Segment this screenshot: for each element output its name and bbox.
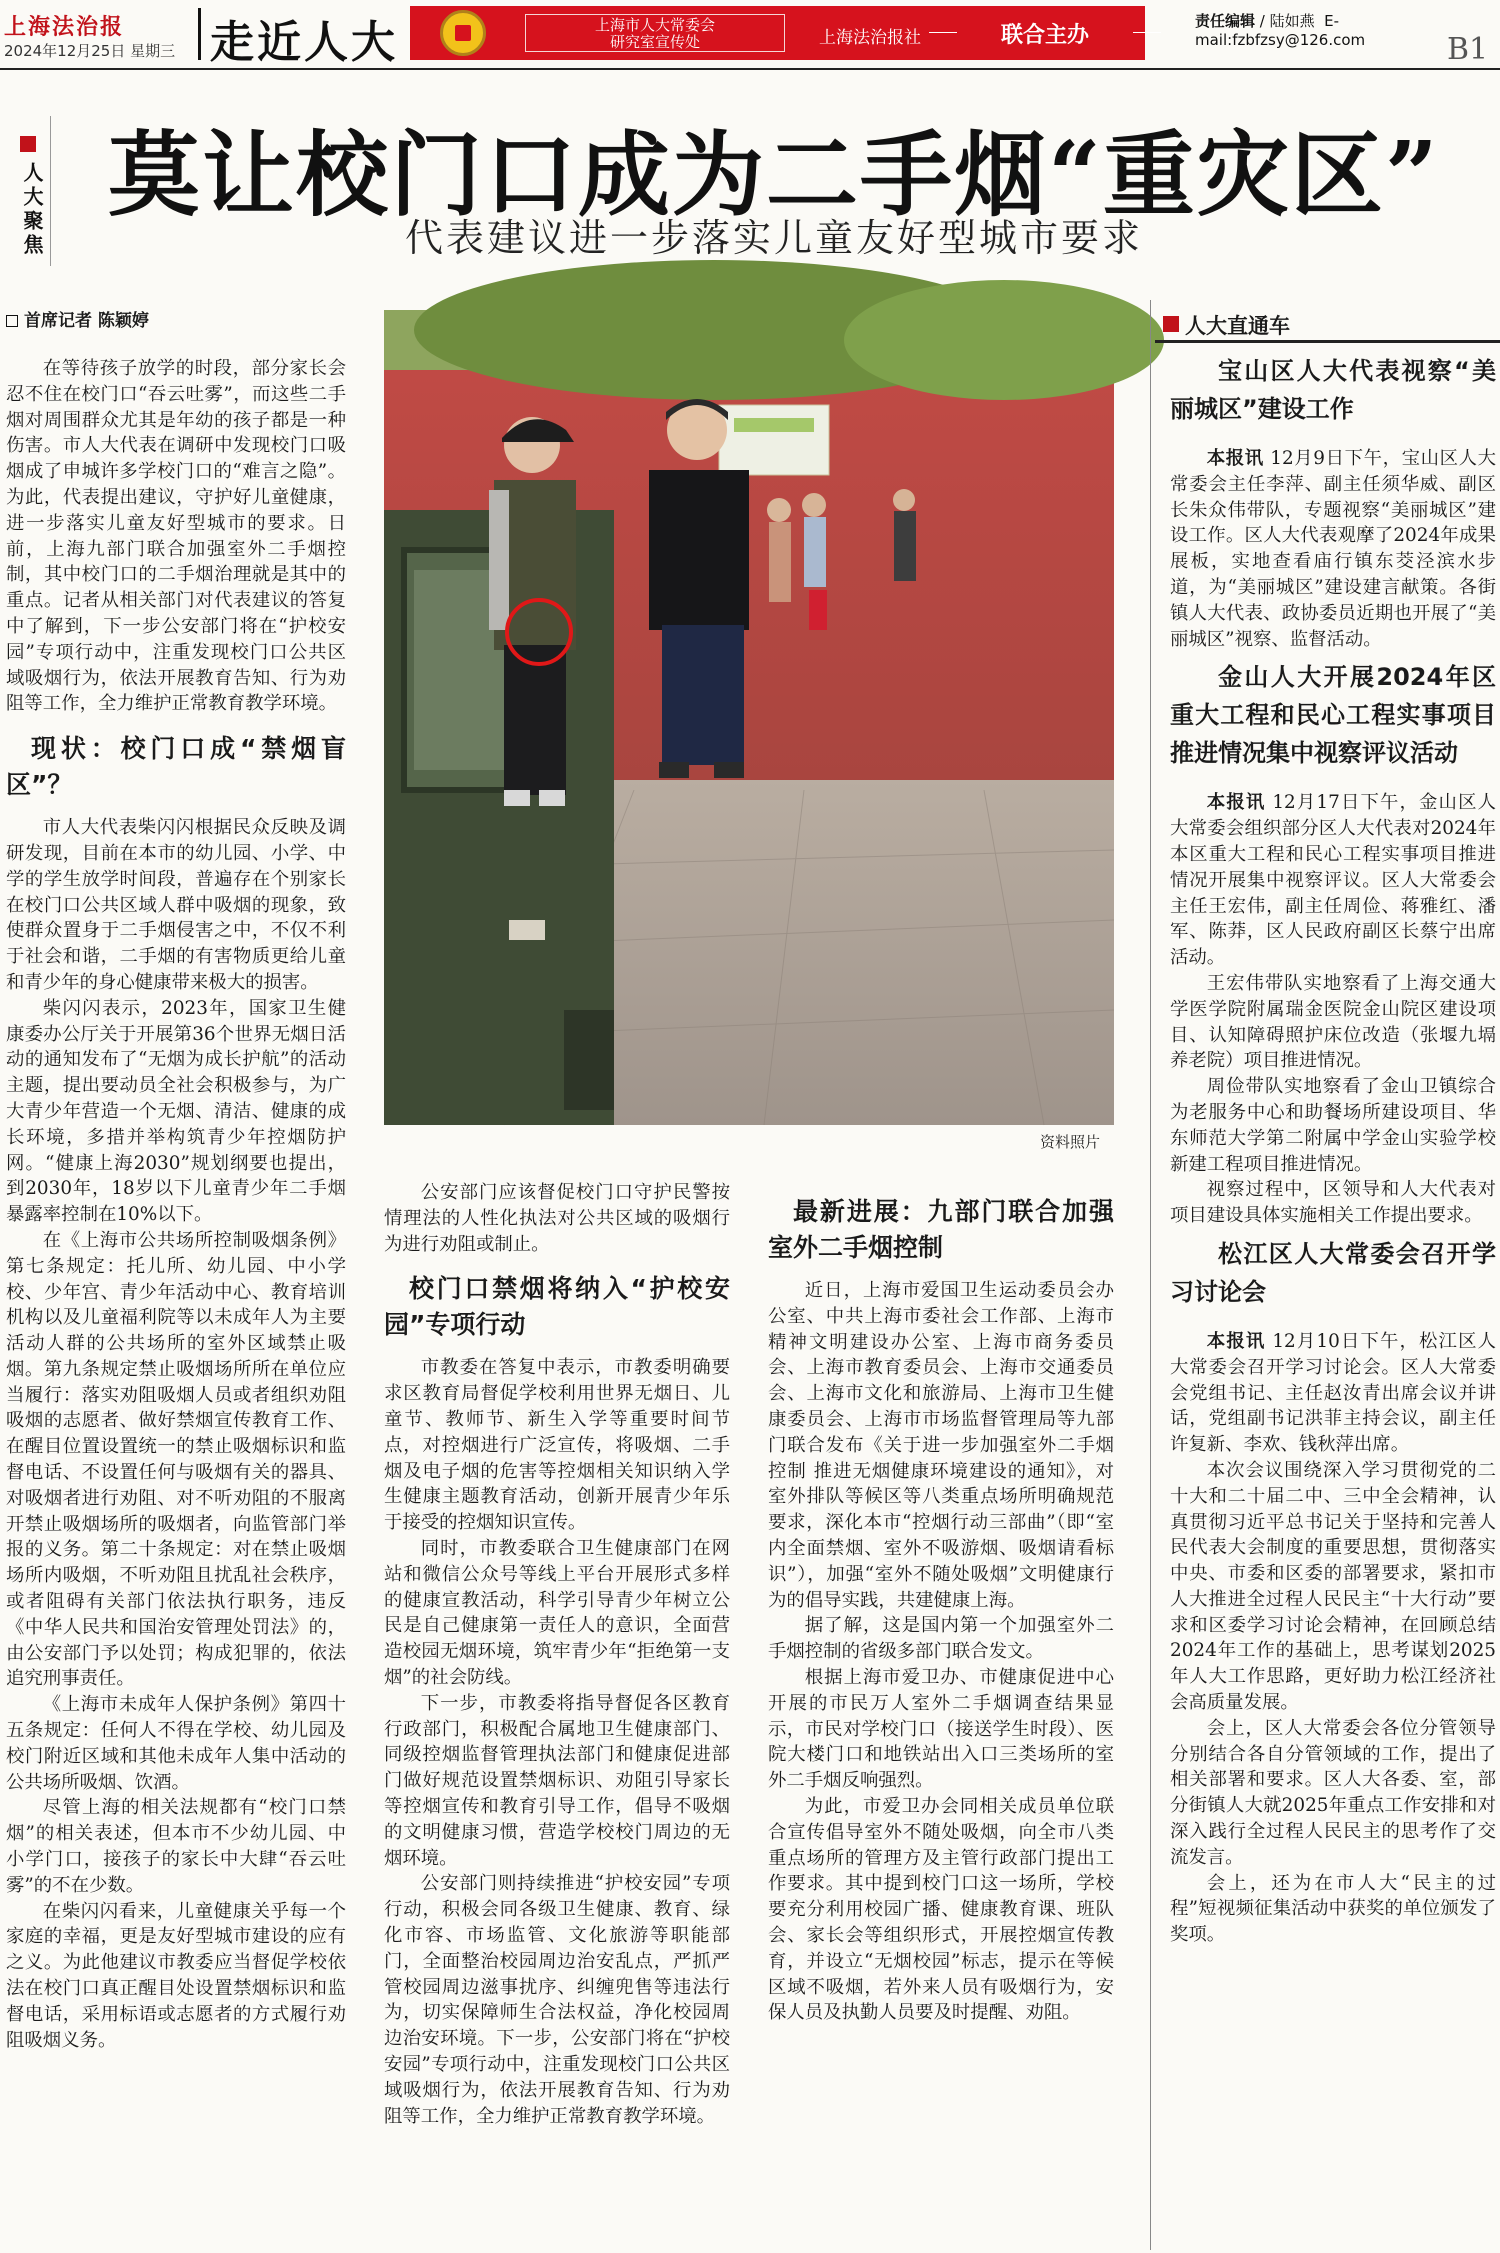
article-column-1 (6, 356, 346, 2251)
date: 2024年12月25日 (4, 42, 126, 60)
sidebar-divider (1150, 300, 1151, 2250)
banner-org2: 上海法治报社 (819, 28, 921, 48)
subhead-progress: 最新进展：九部门联合加强室外二手烟控制 (768, 1197, 1114, 1262)
news-body: 本报讯 12月17日下午，金山区人大常委会组织部分区人大代表对2024年本区重大工程和民心工程实事项目推进情况开展集中视察评议。区人大常委会主任王宏伟，副主任周俭、蒋雅红、潘军、陈莽，区人民政府副区长蔡宁出席活动。 (1170, 792, 1496, 969)
subheadline: 代表建议进一步落实儿童友好型城市要求 (405, 216, 1144, 260)
masthead (0, 0, 1500, 70)
byline-box-icon (6, 315, 18, 327)
weekday: 星期三 (130, 42, 176, 60)
news-lead: 本报讯 (1206, 1330, 1266, 1352)
editor-name: 陆如燕 (1269, 12, 1315, 30)
byline (6, 306, 149, 331)
cohost-banner (410, 6, 1145, 60)
paragraph: 本次会议围绕深入学习贯彻党的二十大和二十届二中、三中全会精神，认真贯彻习近平总书记关于坚持和完善人民代表大会制度的重要思想，贯彻落实中央、市委和区委的部署要求，紧扣市人大推进全过程人民民主“十大行动”要求和区委学习讨论会精神，在回顾总结2024年工作的基础上，思考谋划2025年人大工作思路，更好助力松江经济社会高质量发展。 (1170, 1459, 1496, 1714)
sidebar-header-text: 人大直通车 (1185, 314, 1290, 338)
column-label-text: 人大聚焦 (20, 162, 44, 258)
national-emblem-icon (440, 10, 486, 56)
news-title-songjiang: 松江区人大常委会召开学习讨论会 (1170, 1239, 1496, 1306)
paragraph: 在《上海市公共场所控制吸烟条例》第七条规定：托儿所、幼儿园、中小学校、少年宫、青少年活动中心、教育培训机构以及儿童福利院等以未成年人为主要活动人群的公共场所的室外区域禁止吸烟。第九条规定禁止吸烟场所所在单位应当履行：落实劝阻吸烟人员或者组织劝阻吸烟的志愿者、做好禁烟宣传教育工作、在醒目位置设置统一的禁止吸烟标识和监督电话、不设置任何与吸烟有关的器具、对吸烟者进行劝阻、对不听劝阻的不服离开禁止吸烟场所的吸烟者，向监管部门举报的义务。第二十条规定：对在禁止吸烟场所内吸烟，不听劝阻且扰乱社会秩序，或者阻碍有关部门依法执行职务，违反《中华人民共和国治安管理处罚法》的，由公安部门予以处罚；构成犯罪的，依法追究刑事责任。 (6, 1229, 346, 1690)
paragraph: 近日，上海市爱国卫生运动委员会办公室、中共上海市委社会工作部、上海市精神文明建设办公室、上海市商务委员会、上海市教育委员会、上海市交通委员会、上海市文化和旅游局、上海市卫生健康委员会、上海市市场监督管理局等九部门联合发布《关于进一步加强室外二手烟控制 推进无烟健康环境建设的通知》，对室外排队等候区等八类重点场所明确规范要求，深化本市“控烟行动三部曲”（即“室内全面禁烟、室外不吸游烟、吸烟请看标识”），加强“室外不随处吸烟”文明健康行为的倡导实践，共建健康上海。 (768, 1280, 1114, 1611)
label-divider (50, 116, 51, 266)
byline-text: 首席记者 陈颖婷 (24, 311, 149, 331)
masthead-divider (198, 8, 201, 60)
sidebar-column (1170, 357, 1496, 2251)
news-lead: 本报讯 (1206, 792, 1266, 814)
editor-email: E-mail:fzbfzsy@126.com (1195, 12, 1366, 49)
sidebar-header-rule (1155, 340, 1500, 343)
paragraph: 公安部门则持续推进“护校安园”专项行动，积极会同各级卫生健康、教育、绿化市容、市场监管、文化旅游等职能部门，全面整治校园周边治安乱点，严抓严管校园周边滋事扰序、纠缠兜售等违法行为，切实保障师生合法权益，净化校园周边治安环境。下一步，公安部门将在“护校安园”专项行动中，注重发现校门口公共区域吸烟行为，依法开展教育告知、行为劝阻等工作，全力维护正常教育教学环境。 (384, 1873, 730, 2127)
paragraph: 下一步，市教委将指导督促各区教育行政部门，积极配合属地卫生健康部门、同级控烟监督管理执法部门和健康促进部门做好规范设置禁烟标识、劝阻引导家长等控烟宣传和教育引导工作，倡导不吸烟的文明健康习惯，营造学校校门周边的无烟环境。 (384, 1692, 730, 1869)
editor-info: 责任编辑 / 陆如燕 E-mail:fzbfzsy@126.com (1195, 12, 1366, 49)
red-square-icon (20, 136, 36, 152)
paragraph: 周俭带队实地察看了金山卫镇综合为老服务中心和助餐场所建设项目、华东师范大学第二附属中学金山实验学校新建工程项目推进情况。 (1170, 1076, 1496, 1175)
masthead-rule (0, 68, 1500, 70)
news-photo (384, 310, 1114, 1125)
banner-org1-line2: 研究室宣传处 (609, 33, 700, 51)
paragraph: 为此，市爱卫办会同相关成员单位联合宣传倡导室外不随处吸烟，向全市八类重点场所的管理方及主管行政部门提出工作要求。其中提到校门口这一场所，学校要充分利用校园广播、健康教育课、班队会、家长会等组织形式，开展控烟宣传教育，并设立“无烟校园”标志，提示在等候区域不吸烟，若外来人员有吸烟行为，安保人员及执勤人员要及时提醒、劝阻。 (768, 1795, 1114, 2024)
news-title-baoshan: 宝山区人大代表视察“美丽城区”建设工作 (1170, 357, 1496, 423)
paragraph: 会上，区人大常委会各位分管领导分别结合各自分管领域的工作，提出了相关部署和要求。区人大各委、室，部分街镇人大就2025年重点工作安排和对深入践行全过程人民民主的思考作了交流发言。 (1170, 1717, 1496, 1868)
paragraph: 会上，还为在市人大“民主的过程”短视频征集活动中获奖的单位颁发了奖项。 (1170, 1872, 1496, 1946)
news-lead: 本报讯 (1206, 448, 1264, 469)
paragraph: 王宏伟带队实地察看了上海交通大学医学院附属瑞金医院金山院区建设项目、认知障碍照护床位改造（张堰九塥养老院）项目推进情况。 (1170, 972, 1496, 1072)
banner-org1-box (525, 14, 785, 52)
article-column-3 (768, 1180, 1114, 2250)
red-square-icon (1163, 316, 1179, 332)
paragraph: 市教委在答复中表示，市教委明确要求区教育局督促学校利用世界无烟日、儿童节、教师节、新生入学等重要时间节点，对控烟进行广泛宣传，将吸烟、二手烟及电子烟的危害等控烟相关知识纳入学生健康主题教育活动，创新开展青少年乐于接受的控烟知识宣传。 (384, 1357, 730, 1534)
banner-host: 联合主办 (965, 18, 1125, 49)
news-body: 本报讯 12月10日下午，松江区人大常委会召开学习讨论会。区人大常委会党组书记、主任赵汝青出席会议并讲话，党组副书记洪菲主持会议，副主任许复新、李欢、钱秋萍出席。 (1170, 1330, 1496, 1456)
paragraph: 公安部门应该督促校门口守护民警按情理法的人性化执法对公共区域的吸烟行为进行劝阻或制止。 (384, 1182, 730, 1255)
paragraph: 同时，市教委联合卫生健康部门在网站和微信公众号等线上平台开展形式多样的健康宣教活动，科学引导青少年树立公民是自己健康第一责任人的意识，全面营造校园无烟环境，筑牢青少年“拒绝第一支烟”的社会防线。 (384, 1537, 730, 1688)
photo-illustration (384, 310, 1114, 1125)
headline: 莫让校门口成为二手烟“重灾区” (108, 121, 1440, 229)
banner-org1-line1: 上海市人大常委会 (594, 16, 715, 34)
article-column-2 (384, 1180, 730, 2250)
paragraph: 在柴闪闪看来，儿童健康关乎每一个家庭的幸福，更是友好型城市建设的应有之义。为此他建议市教委应当督促学校依法在校门口真正醒目处设置禁烟标识和监督电话，采用标语或志愿者的方式履行劝阻吸烟义务。 (6, 1900, 346, 2051)
paragraph: 《上海市未成年人保护条例》第四十五条规定：任何人不得在学校、幼儿园及校门附近区域和其他未成年人集中活动的公共场所吸烟、饮酒。 (6, 1694, 346, 1793)
paragraph: 据了解，这是国内第一个加强室外二手烟控制的省级多部门联合发文。 (768, 1615, 1114, 1663)
paragraph: 尽管上海的相关法规都有“校门口禁烟”的相关表述，但本市不少幼儿园、中小学门口，接孩子的家长中大肆“吞云吐雾”的不在少数。 (6, 1797, 346, 1896)
issue-date (4, 40, 175, 61)
section-title: 走近人大 (210, 17, 398, 68)
subhead-campaign: 校门口禁烟将纳入“护校安园”专项行动 (384, 1274, 730, 1340)
news-body: 本报讯 12月9日下午，宝山区人大常委会主任李萍、副主任须华威、副区长朱众伟带队，专题视察“美丽城区”建设工作。区人大代表观摩了2024年成果展板，实地查看庙行镇东茭泾滨水步道，为“美丽城区”建设建言献策。各街镇人大代表、政协委员近期也开展了“美丽城区”视察、监督活动。 (1170, 448, 1496, 650)
newspaper-logo: 上海法治报 (4, 14, 125, 40)
paragraph: 根据上海市爱卫办、市健康促进中心开展的市民万人室外二手烟调查结果显示，市民对学校门口（接送学生时段）、医院大楼门口和地铁站出入口三类场所的室外二手烟反响强烈。 (768, 1666, 1114, 1792)
paragraph: 柴闪闪表示，2023年，国家卫生健康委办公厅关于开展第36个世界无烟日活动的通知发布了“无烟为成长护航”的活动主题，提出要动员全社会积极参与，为广大青少年营造一个无烟、清洁、健康的成长环境，多措并举构筑青少年控烟防护网。“健康上海2030”规划纲要也提出，到2030年，18岁以下儿童青少年二手烟暴露率控制在10%以下。 (6, 997, 346, 1226)
page-number: B1 (1447, 32, 1489, 67)
sidebar-header (1155, 310, 1500, 340)
photo-caption: 资料照片 (1040, 1133, 1101, 1151)
subhead-status: 现状：校门口成“禁烟盲区”？ (6, 734, 346, 800)
column-label (14, 136, 42, 258)
article-intro: 在等待孩子放学的时段，部分家长会忍不住在校门口“吞云吐雾”，而这些二手烟对周围群众尤其是年幼的孩子都是一种伤害。市人大代表在调研中发现校门口吸烟成了申城许多学校门口的“难言之隐”。为此，代表提出建议，守护好儿童健康，进一步落实儿童友好型城市的要求。日前，上海九部门联合加强室外二手烟控制，其中校门口的二手烟治理就是其中的重点。记者从相关部门对代表建议的答复中了解到，下一步公安部门将在“护校安园”专项行动中，注重发现校门口公共区域吸烟行为，依法开展教育告知、行为劝阻等工作，全力维护正常教育教学环境。 (6, 358, 346, 715)
editor-label: 责任编辑 (1195, 12, 1256, 30)
paragraph: 市人大代表柴闪闪根据民众反映及调研发现，目前在本市的幼儿园、小学、中学的学生放学时间段，普遍存在个别家长在校门口公共区域人群中吸烟的现象，致使群众置身于二手烟侵害之中，不仅不利于社会和谐，二手烟的有害物质更给儿童和青少年的身心健康带来极大的损害。 (6, 817, 346, 993)
news-title-jinshan: 金山人大开展2024年区重大工程和民心工程实事项目推进情况集中视察评议活动 (1170, 663, 1496, 768)
paragraph: 视察过程中，区领导和人大代表对项目建设具体实施相关工作提出要求。 (1170, 1179, 1496, 1227)
